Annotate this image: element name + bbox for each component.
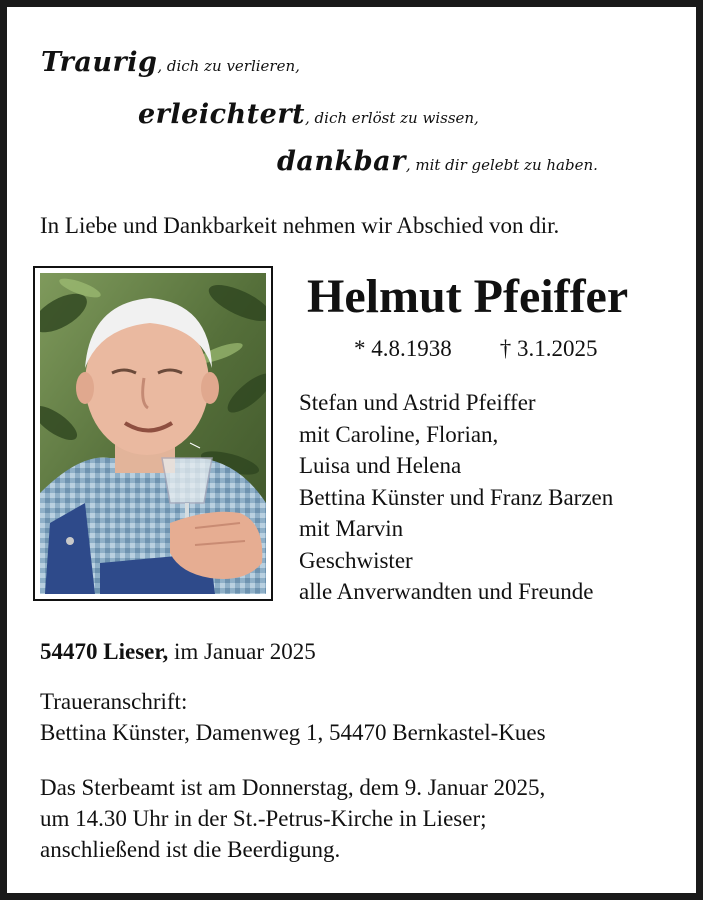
portrait-frame	[33, 266, 273, 601]
mourner-line: Luisa und Helena	[299, 453, 462, 478]
portrait-photo	[40, 273, 266, 594]
place-date-line	[40, 639, 316, 665]
mourners-list	[299, 387, 613, 608]
poem-rest-1: , dich zu verlieren,	[157, 57, 300, 75]
farewell-intro: In Liebe und Dankbarkeit nehmen wir Abschied von dir.	[40, 213, 560, 238]
place-date: im Januar 2025	[168, 639, 316, 664]
mourner-line: mit Marvin	[299, 516, 404, 541]
poem-line-1	[41, 47, 300, 78]
poem-rest-3: , mit dir gelebt zu haben.	[405, 156, 598, 174]
mourner-line: mit Caroline, Florian,	[299, 421, 499, 447]
mourning-address: Bettina Künster, Damenweg 1, 54470 Bernkastel-Kues	[40, 720, 546, 745]
mourner-line: alle Anverwandten und Freunde	[299, 579, 594, 604]
poem-word-2: erleichtert	[138, 99, 306, 130]
poem-rest-2: , dich erlöst zu wissen,	[305, 109, 479, 127]
funeral-service-info	[40, 772, 545, 865]
address-label: Traueranschrift:	[40, 689, 188, 714]
mourner-line: Stefan und Astrid Pfeiffer	[299, 390, 536, 415]
death-date: † 3.1.2025	[499, 336, 598, 361]
mourner-line: Geschwister	[299, 547, 413, 573]
poem-line-2	[138, 99, 479, 130]
service-line: um 14.30 Uhr in der St.-Petrus-Kirche in Lieser;	[40, 806, 487, 831]
life-dates	[354, 336, 598, 362]
service-line: anschließend ist die Beerdigung.	[40, 837, 341, 862]
poem-line-3	[277, 146, 598, 177]
mourner-line: Bettina Künster und Franz Barzen	[299, 484, 614, 510]
birth-date: * 4.8.1938	[354, 336, 452, 361]
poem-word-3: dankbar	[277, 146, 406, 177]
poem-word-1: Traurig	[41, 47, 158, 78]
place-name: 54470 Lieser,	[40, 639, 169, 664]
deceased-name: Helmut Pfeiffer	[307, 270, 629, 323]
service-line: Das Sterbeamt ist am Donnerstag, dem 9. Januar 2025,	[40, 775, 546, 800]
